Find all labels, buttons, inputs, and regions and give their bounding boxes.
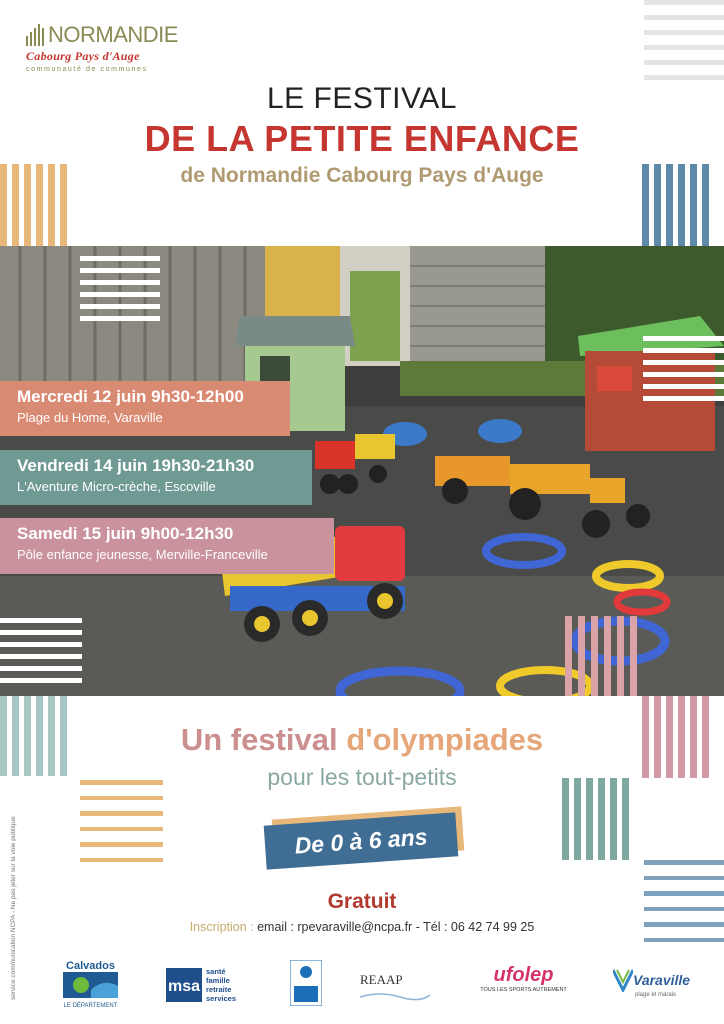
logo-name: NORMANDIE bbox=[48, 22, 178, 47]
date-text: Samedi 15 juin 9h00-12h30 bbox=[17, 524, 234, 543]
decor-stripes-left-orange bbox=[0, 164, 67, 246]
logo-subtitle: Cabourg Pays d'Auge bbox=[26, 49, 140, 63]
date-text: Vendredi 14 juin 19h30-21h30 bbox=[17, 456, 255, 475]
reaap-swirl-icon bbox=[360, 991, 430, 1001]
inscription bbox=[0, 920, 724, 934]
partner-logos bbox=[58, 960, 708, 1010]
age-badge-text: De 0 à 6 ans bbox=[264, 812, 459, 869]
tagline-line2: pour les tout-petits bbox=[267, 764, 457, 790]
varaville-logo bbox=[613, 960, 708, 1010]
logo-tagline: communauté de communes bbox=[26, 66, 148, 73]
price-label: Gratuit bbox=[327, 890, 397, 913]
decor-stripes-right-blue bbox=[642, 164, 709, 246]
date-place: Plage du Home, Varaville bbox=[17, 410, 163, 425]
inscription-contact: email : rpevaraville@ncpa.fr - Tél : 06 42 74 99 25 bbox=[257, 920, 535, 934]
reaap-name: REAAP bbox=[360, 972, 403, 987]
caf-logo bbox=[290, 960, 322, 1010]
calvados-name: Calvados bbox=[66, 960, 115, 972]
festival-tagline bbox=[0, 722, 724, 758]
msa-logo bbox=[166, 960, 256, 1010]
ufolep-logo bbox=[476, 960, 571, 1010]
tagline-part2: d'olympiades bbox=[346, 722, 544, 757]
date-place: L'Aventure Micro-crèche, Escoville bbox=[17, 479, 216, 494]
msa-line: famille bbox=[206, 976, 230, 985]
age-badge bbox=[265, 813, 465, 867]
calvados-icon bbox=[63, 972, 118, 998]
reaap-logo bbox=[360, 960, 440, 1010]
varaville-v-icon bbox=[613, 968, 633, 992]
date-banner-1 bbox=[0, 381, 290, 436]
decor-stripes-top-right bbox=[644, 0, 724, 82]
svg-text:msa: msa bbox=[167, 978, 201, 995]
date-banner-3 bbox=[0, 518, 334, 574]
title-line1: LE FESTIVAL bbox=[266, 82, 457, 115]
decor-stripes-left-orange-2 bbox=[80, 780, 163, 862]
inscription-label: Inscription : bbox=[189, 920, 254, 934]
date-place: Pôle enfance jeunesse, Merville-Franceville bbox=[17, 547, 268, 562]
calvados-sub: LE DÉPARTEMENT bbox=[63, 1003, 118, 1009]
caf-icon bbox=[290, 960, 322, 1006]
msa-line: services bbox=[206, 994, 237, 1003]
date-banner-2 bbox=[0, 450, 312, 505]
msa-line: retraite bbox=[206, 985, 232, 994]
ufolep-name: ufolep bbox=[493, 964, 554, 986]
msa-icon bbox=[166, 968, 202, 1002]
ncpa-logo bbox=[26, 22, 186, 73]
msa-line: santé bbox=[206, 967, 226, 976]
title-line2: DE LA PETITE ENFANCE bbox=[144, 118, 580, 159]
calvados-logo bbox=[58, 960, 123, 1010]
varaville-sub: plage et marais bbox=[635, 992, 677, 998]
title-line3: de Normandie Cabourg Pays d'Auge bbox=[180, 164, 544, 187]
date-text: Mercredi 12 juin 9h30-12h00 bbox=[17, 387, 244, 406]
varaville-name: Varaville bbox=[633, 972, 691, 988]
logo-bars-icon bbox=[26, 24, 44, 46]
ufolep-sub: TOUS LES SPORTS AUTREMENT bbox=[480, 987, 567, 993]
side-note: service communication NCPA - Ne pas jeter sur la voie publique bbox=[10, 816, 17, 1000]
tagline-part1: Un festival bbox=[180, 722, 338, 757]
